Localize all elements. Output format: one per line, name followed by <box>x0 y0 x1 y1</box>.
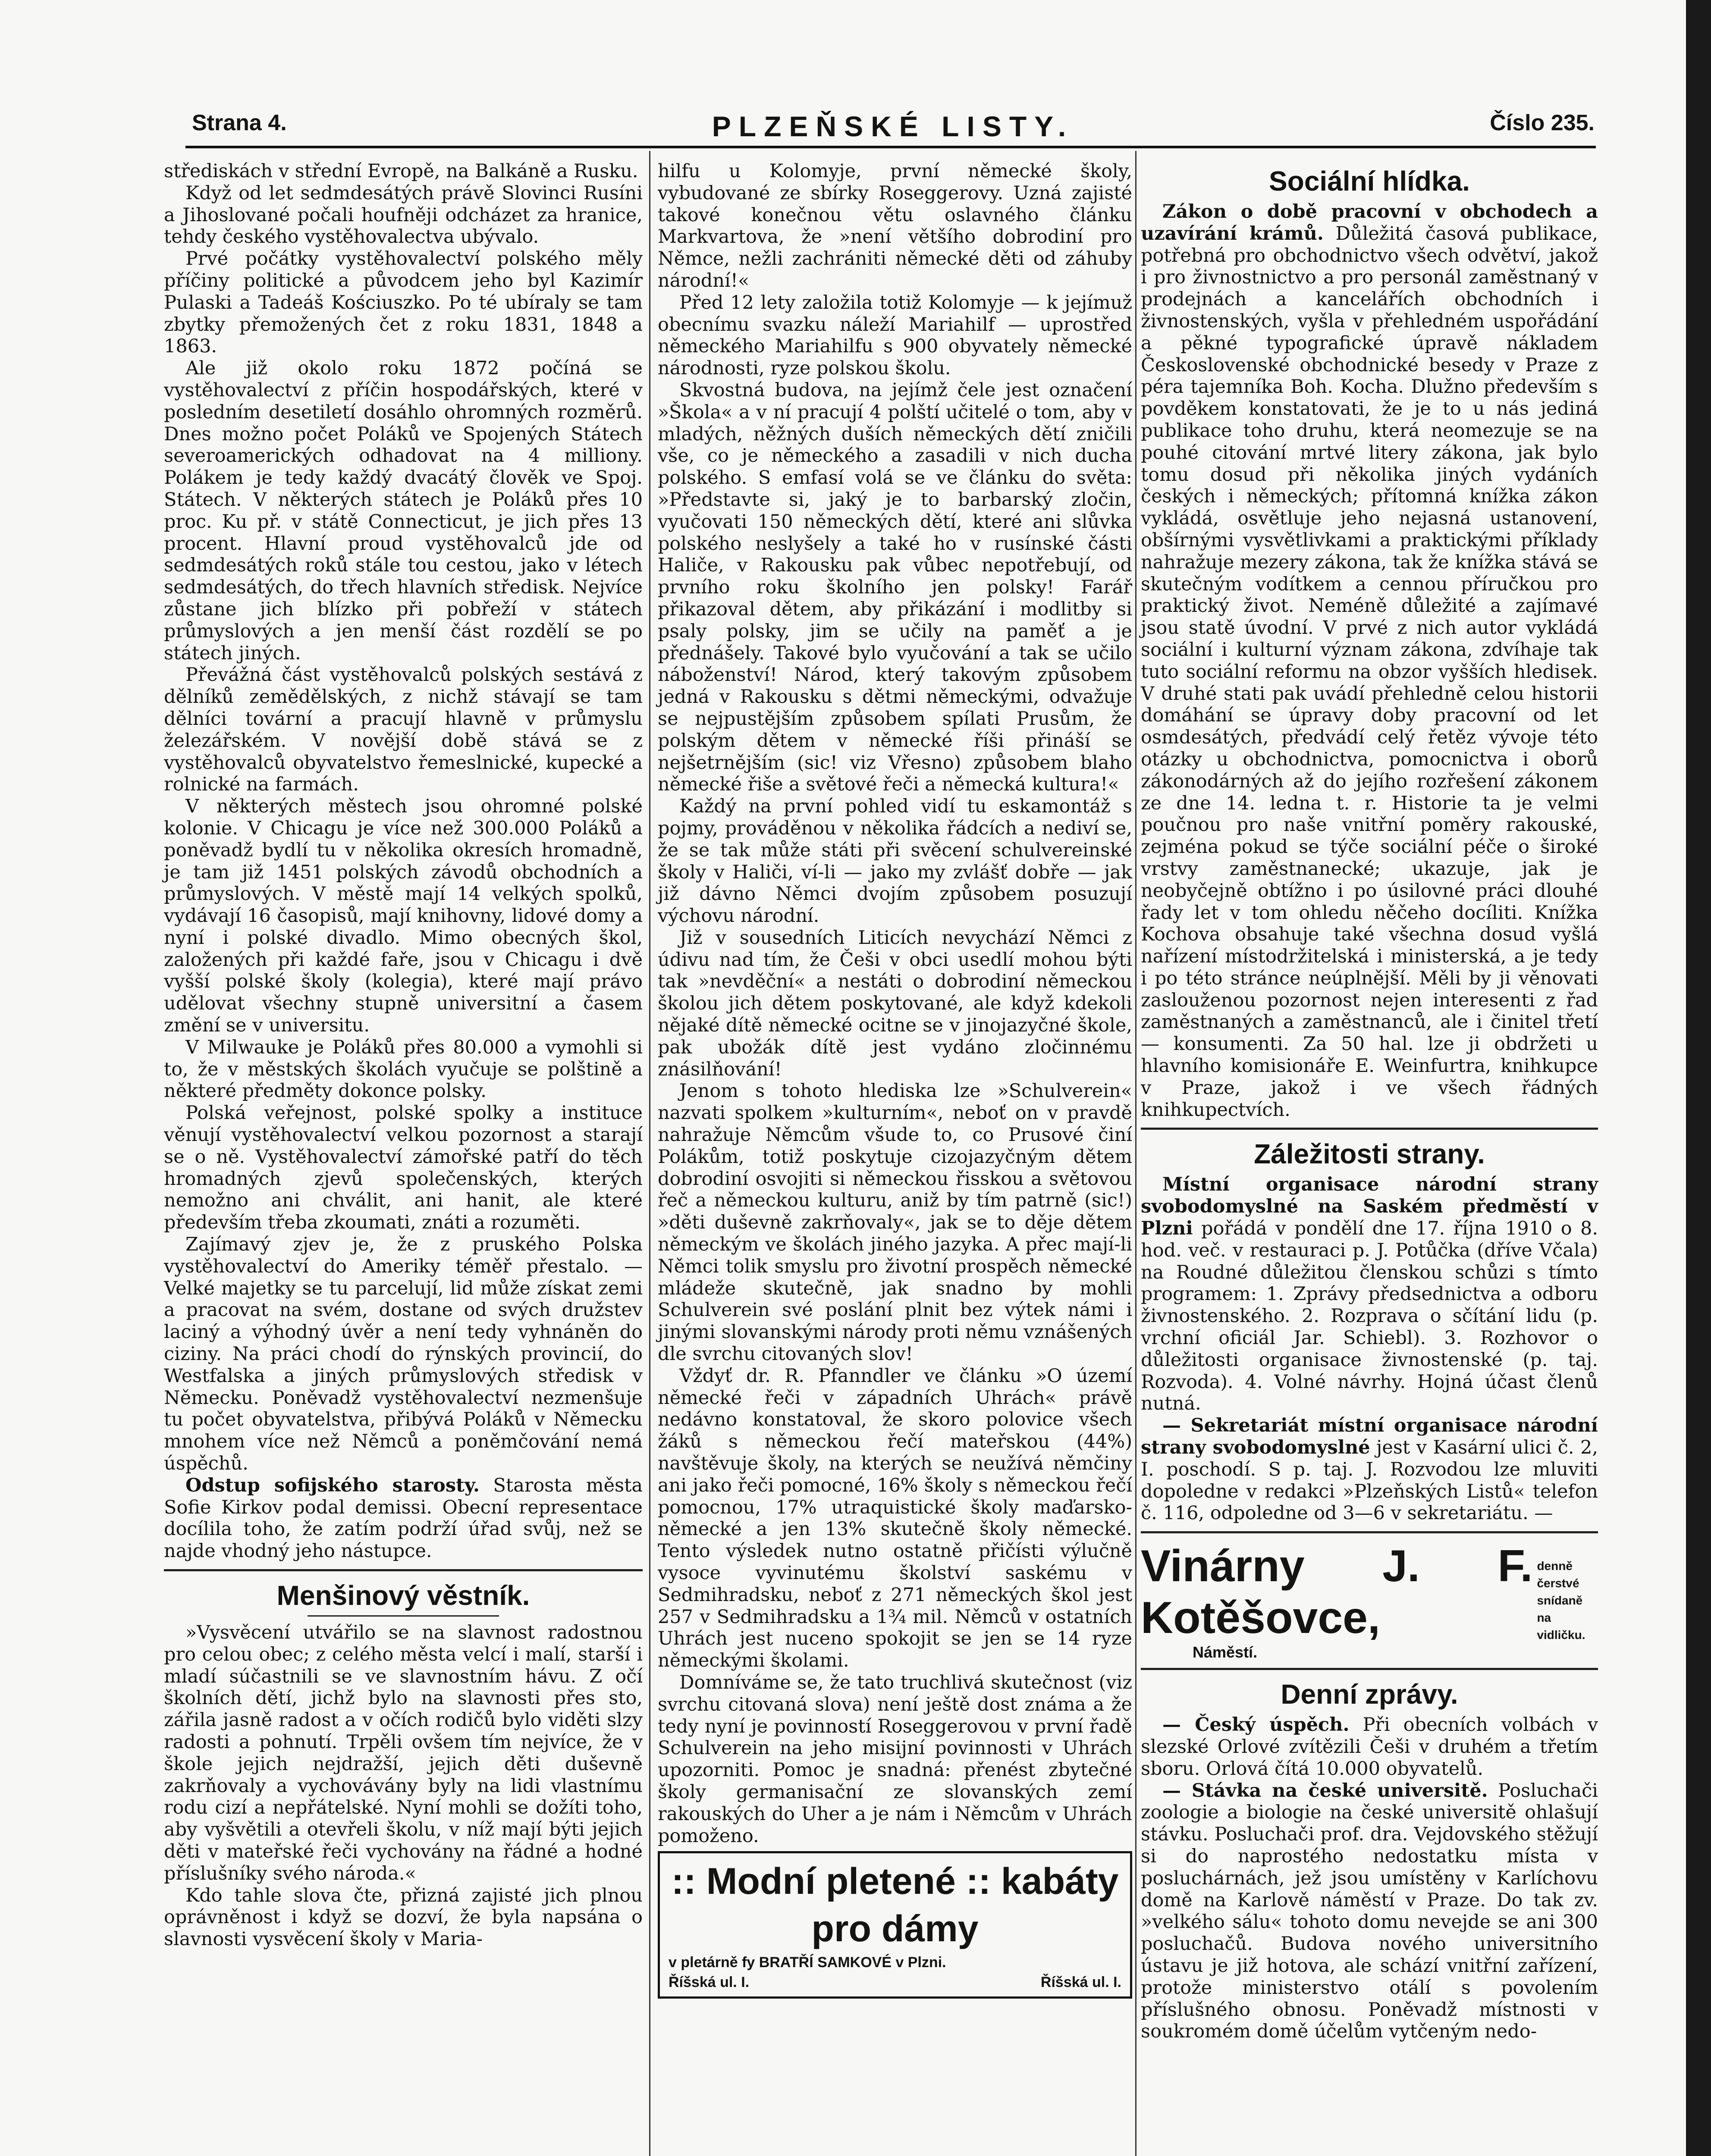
section-rule <box>1141 1668 1598 1670</box>
paragraph: Již v sousedních Liticích nevychází Němci z údivu nad tím, že Češi v obci usedlí mohou býti tak »nevděční« a nestáti o dobrodiní německou školou jich dětem poskytované, ale když kdekoli nějaké dítě německé ocitne se v jinojazyčné škole, pak ubožák dítě jest vydáno zločinnému znásilňování! <box>658 927 1132 1080</box>
item-headline: — Český úspěch. <box>1162 1714 1350 1736</box>
advertisement-wine-bar <box>1141 1540 1598 1661</box>
section-rule <box>1141 1531 1598 1533</box>
item-body: Posluchači zoologie a biologie na české universitě ohlašují stávku. Posluchači prof. dra. Vejdovského stěžují si do naprostého nedostatku místa v posluchárnách, jež jsou umístěny v Karlíchovu domě na Karlově náměstí v Praze. Do tak zv. »velkého sálu« tohoto domu nevejde se ani 300 posluchačů. Budova nového universitního ústavu je již hotova, ale schází vnitřní zařízení, protože ministerstvo otálí s povolením příslušného obnosu. Poněvadž místnosti v soukromém domě účelům vytčeným nedo- <box>1141 1780 1598 2043</box>
news-item <box>1141 1714 1598 1780</box>
item-body: jest v Kasární ulici č. 2, I. poschodí. S p. taj. J. Rozvodou lze mluviti dopoledne v redakci »Plzeňských Listů« telefon č. 116, odpoledne od 3—6 v sekretariátu. — <box>1141 1437 1598 1524</box>
ad-side-text: na vidličku. <box>1537 1611 1585 1642</box>
item-headline: — Sekretariát místní organisace národní strany svobodomyslné <box>1141 1415 1598 1459</box>
paragraph: Vždyť dr. R. Pfanndler ve článku »O území německé řeči v západních Uhrách« právě nedávno konstatoval, že skoro polovice všech žáků s německou řečí mateřskou (44%) navštěvuje školy, na kterých se neužívá němčiny ani jako řeči pomocné, 16% školy s německou řečí pomocnou, 17% utraquistické školy maďarsko-německé a jen 13% skutečně školy německé. Tento výsledek nutno ostatně přičísti výlučně vysoce vyvinutému školství saskému v Sedmihradsku, neboť z 271 německých škol jest 257 v Sedmihradsku a 1¾ mil. Němců v ostatních Uhrách jest nuceno spokojit se jen se 14 ryze německými školami. <box>658 1365 1132 1672</box>
paragraph: Jenom s tohoto hlediska lze »Schulverein« nazvati spolkem »kulturním«, neboť on v pravdě nahražuje Němcům všude to, co Prusové činí Polákům, totiž poskytuje cizojazyčným dětem dobrodiní osvojiti si německou řisskou a světovou řeč a německou kulturu, aniž by tím patrně (sic!) »děti duševně zakrňovaly«, jak se to děje dětem německým ve školách jiného jazyka. A přec mají-li Němci tolik smyslu pro životní prospěch německé mládeže skutečně, jak snadno by mohli Schulverein své poslání plnit bez výtek námi i jinými slovanskými národy proti němu vznášených dle svrchu citovaných slov! <box>658 1080 1132 1365</box>
paragraph: Když od let sedmdesátých právě Slovinci Rusíni a Jihoslované počali houfněji odcházet za hranice, tehdy českého vystěhovalectva ubývalo. <box>164 182 643 248</box>
page-number: Strana 4. <box>192 110 287 135</box>
paragraph: »Vysvěcení utvářilo se na slavnost radostnou pro celou obec; z celého města velcí i malí, starší i mladí súčastnili se ve slavnostním hávu. Z očí školních dětí, jichž bylo na slavnosti přes sto, zářila jasně radost a v očích rodičů bylo viděti slzy radosti a pohnutí. Trpěli ovšem tím nejvíce, že v škole jejich nejdražší, jejich děti duševně zakrňovaly a vychovávány byly na lidi vlastnímu rodu cizí a nepřátelské. Nyní mohli se dožíti toho, aby vyšvětili a otevřeli školu, v níž mají býti jejich děti v mateřské řeči vychovány na řádné a hodné příslušníky svého národa.« <box>164 1622 643 1884</box>
ad-address: Říšská ul. I. <box>669 1974 750 1991</box>
ad-side-text: denně čerstvé <box>1537 1559 1579 1590</box>
item-headline: Místní organisace národní strany svobodomyslné na Saském předměstí v Plzni <box>1141 1174 1598 1240</box>
paragraph: Kdo tahle slova čte, přizná zajisté jich plnou oprávněnost i když se dozví, že byla napsána o slavnosti vysvěcení školy v Maria- <box>164 1884 643 1950</box>
item-body: Starosta města Sofie Kirkov podal demissi. Obecní representace docílila toho, že zatím podrží úřad svůj, než se najde vhodný jeho nástupce. <box>164 1474 643 1562</box>
ad-side-text: snídaně <box>1537 1594 1583 1608</box>
section-title: Menšinový věstník. <box>276 1580 530 1611</box>
column-left <box>164 160 643 1950</box>
paragraph: Skvostná budova, na jejímž čele jest označení »Škola« a v ní pracují 4 polští učitelé o tom, aby v mladých, něžných duších německých dětí zničili vše, co je německého a zasadili v nich ducha polského. S emfasí volá se ve článku do světa: »Představte si, jaký je to barbarský zločin, vyučovati 150 německých dětí, které ani slůvka polského neslyšely a také ho v rusínské části Haliče, v Rakousku pak vůbec nepotřebují, od prvního roku školního jen polsky! Farář přikazoval dětem, aby přikázání i modlitby si psaly polsky, jim se učily na paměť a je přednášely. Takové bylo vyučování a tak se učilo náboženství! Národ, který takovým způsobem jedná v Rakousku s dětmi německými, odvažuje se nejpustějším způsobem spílati Prusům, že polským dětem v německé říši přináší se nejšetrnějším (sic! viz Vřesno) způsobem blaho německé řiše a světové řeči a německá kultura!« <box>658 379 1132 796</box>
item-headline: Odstup sofijského starosty. <box>185 1474 480 1496</box>
news-item <box>164 1475 643 1562</box>
section-title: Sociální hlídka. <box>1269 166 1470 197</box>
news-item <box>1141 201 1598 1121</box>
header-rule <box>185 146 1596 148</box>
ad-place: Náměstí. <box>1193 1643 1258 1661</box>
item-headline: — Stávka na české universitě. <box>1162 1780 1488 1802</box>
section-underline <box>308 1615 499 1617</box>
item-headline: Zákon o době pracovní v obchodech a uzavírání krámů. <box>1141 201 1598 244</box>
scan-edge-right <box>1686 0 1711 2156</box>
paragraph: Každý na první pohled vidí tu eskamontáž s pojmy, prováděnou v několika řádcích a nediví se, že se tak může státi při svěcení schulvereinské školy v Haliči, ví-li — jako my zvlášť dobře — jak již dávno Němci dvojím způsobem posuzují výchovu národní. <box>658 796 1132 927</box>
item-body: Při obecních volbách v slezské Orlové zvítězili Češi v druhém a třetím sboru. Orlová čítá 10.000 obyvatelů. <box>1141 1714 1598 1780</box>
section-title: Denní zprávy. <box>1281 1679 1458 1710</box>
ad-headline: :: Modní pletené :: kabáty pro dámy <box>671 1861 1119 1950</box>
paragraph: Zajímavý zjev je, že z pruského Polska vystěhovalectví do Ameriky téměř přestalo. — Velké majetky se tu parcelují, lid může získat zemi a pracovat na svém, dostane od svých družstev laciný a výhodný úvěr a není tedy vyhnáněn do ciziny. Na práci chodí do rýnských provincií, do Westfalska a jiných průmyslových středisk v Německu. Poněvadž vystěhovalectví nezmenšuje tu počet obyvatelstva, přibývá Poláků v Německu mnohem více než Němců a poněmčování nemá úspěchů. <box>164 1234 643 1475</box>
paragraph: Domníváme se, že tato truchlivá skutečnost (viz svrchu citovaná slova) není ještě dost známa a že tedy nyní je povinností Roseggerovou v první řadě Schulverein na jeho misijní povinnosti v Uhrách upozorniti. Pomoc je snadná: přenést zbytečné školy germanisační ze slovanských zemí rakouských do Uher a je nám i Němcům v Uhrách pomoženo. <box>658 1671 1132 1847</box>
item-body: pořádá v pondělí dne 17. října 1910 o 8. hod. več. v restauraci p. J. Potůčka (dříve Včala) na Roudné důležitou členskou schůzi s tímto programem: 1. Zprávy předsednictva a odboru živnostenského. 2. Rozprava o sčítání lidu (p. vrchní oficiál Jar. Schiebl). 3. Rozhovor o důležitosti organisace živnostenské (p. taj. Rozvoda). 4. Volné návrhy. Hojná účast členů nutná. <box>1141 1218 1598 1415</box>
ad-side-block <box>1532 1557 1598 1644</box>
ad-name: Vinárny J. F. Kotěšovce, <box>1141 1541 1533 1643</box>
ad-line <box>669 1952 1121 1972</box>
section-rule <box>164 1569 643 1571</box>
ad-address: Říšská ul. I. <box>1040 1974 1121 1991</box>
column-divider <box>649 151 650 2156</box>
section-title: Záležitosti strany. <box>1254 1138 1485 1170</box>
advertisement-knitwear <box>658 1851 1132 1999</box>
ad-text: v pletárně fy BRATŘÍ SAMKOVÉ v Plzni. <box>669 1954 946 1971</box>
column-divider <box>1135 151 1136 2156</box>
item-body: Důležitá časová publikace, potřebná pro obchodnictvo všech odvětví, jakož i pro živnostnictvo a pro personál zaměstnaný v prodejnách a kancelářích obchodních i živnostenských, vyšla v přehledném uspořádání a pěkné typografické úpravě nákladem Československé obchodnické besedy v Praze z péra tajemníka Boh. Kocha. Dlužno především s povděkem konstatovati, že je to u nás jediná publikace toho druhu, která neomezuje se na pouhé citování mrtvé litery zákona, jak bylo tomu dosud při několika jiných vydáních českých i německých; přítomná knížka zákon vykládá, osvětluje jeho nejasná ustanovení, obšírnými vysvětlivkami a praktickými příklady nahražuje mezery zákona, tak že knížka stává se skutečným vodítkem a cennou příručkou pro praktický život. Neméně důležité a zajímavé jsou statě úvodní. V prvé z nich autor vykládá sociální i kulturní význam zákona, zdvíhaje tak tuto sociální reformu na obzor vyšších hledisek. V druhé stati pak uvádí přehledně celou historii domáhání se úpravy doby pracovní od let osmdesátých, předvádí celý řetěz vývoje této otázky u obchodnictva, pomocnictva i oborů zákonodárných až do jejího rozřešení zákonem ze dne 14. ledna t. r. Historie ta je velmi poučnou pro naše vnitřní poměry rakouské, zejména pokud se týče sociální péče o široké vrstvy zaměstnanecké; ukazuje, jak je neobyčejně obtížno i po úsilovné práci dlouhé řady let v tom ohledu něčeho docíliti. Knížka Kochova obsahuje také všechna dosud vyšlá nařízení místodržitelská i ministerská, a je tedy i po této stránce neúplnější. Měli by ji věnovati zaslouženou pozornost nejen interesenti z řad zaměstnaných a zaměstnanců, ale i činitel třetí — konsumenti. Za 50 hal. lze ji obdržeti u hlavního komisionáře E. Weinfurtra, knihkupce v Praze, jakož i ve všech řádných knihkupectvích. <box>1141 222 1598 1121</box>
column-middle <box>658 160 1132 2003</box>
column-right <box>1141 160 1598 2043</box>
paragraph: střediskách v střední Evropě, na Balkáně a Rusku. <box>164 160 638 182</box>
ad-line <box>669 1972 1121 1992</box>
ad-name-block <box>1141 1540 1532 1661</box>
paragraph: Ale již okolo roku 1872 počíná se vystěhovalectví z příčin hospodářských, které v posledním desetiletí dosáhlo ohromných rozměrů. Dnes možno počet Poláků ve Spojených Státech severoamerických odhadovat na 4 milliony. Polákem je tedy každý dvacátý člověk ve Spoj. Státech. V některých státech je Poláků přes 10 proc. Ku př. v státě Connecticut, je jich přes 13 procent. Hlavní proud vystěhovalců jde od sedmdesátých roků stále tou cestou, jako v létech sedmdesátých, do třech hlavních středisk. Nejvíce zůstane jich blízko při pobřeží v státech průmyslových a jen menší část rozdělí se po státech jiných. <box>164 357 643 664</box>
news-item <box>1141 1780 1598 2043</box>
paragraph: V Milwauke je Poláků přes 80.000 a vymohli si to, že v městských školách vyučuje se polštině a některé předměty dokonce polsky. <box>164 1036 643 1102</box>
paragraph: V některých městech jsou ohromné polské kolonie. V Chicagu je více než 300.000 Poláků a poněvadž bydlí tu v několika okresích hromadně, je tam již 1451 polských závodů obchodních a průmyslových. V městě mají 14 velkých spolků, vydávají 16 časopisů, mají knihovny, lidové domy a nyní i polské divadlo. Mimo obecných škol, založených při každé faře, jsou v Chicagu i dvě vyšší polské školy (kolegia), které mají právo udělovat všechny stupně universitní a časem změní se v universitu. <box>164 796 643 1037</box>
paragraph: Polská veřejnost, polské spolky a instituce věnují vystěhovalectví velkou pozornost a starají se o ně. Vystěhovalectví zámořské patří do těch hromadných zjevů společenských, kterých nemožno ani chválit, ani hanit, ale které především třeba zkoumati, znáti a rozuměti. <box>164 1102 643 1234</box>
news-item <box>1141 1415 1598 1524</box>
section-rule <box>1141 1128 1598 1130</box>
issue-number: Číslo 235. <box>1490 110 1595 135</box>
paragraph: Převážná část vystěhovalců polských sestává z dělníků zemědělských, z nichž stávají se tam dělníci tovární a pracují hlavně v průmyslu železářském. V novější době stává se z vystěhovalců obyvatelstvo řemeslnické, kupecké a rolnické na farmách. <box>164 664 643 796</box>
paragraph: hilfu u Kolomyje, první německé školy, vybudované ze sbírky Roseggerovy. Uzná zajisté takové konečnou větu oslavného článku Markvartova, že »není většího dobrodiní pro Němce, nežli zachrániti německé děti od záhuby národní!« <box>658 160 1132 291</box>
paragraph: Před 12 lety založila totiž Kolomyje — k jejímuž obecnímu svazku náleží Mariahilf — uprostřed německého Mariahilfu s 900 obyvately německé národnosti, ryze polskou školu. <box>658 291 1132 379</box>
masthead: PLZEŇSKÉ LISTY. <box>712 110 1074 142</box>
news-item <box>1141 1174 1598 1415</box>
paragraph: Prvé počátky vystěhovalectví polského měly příčiny politické a původcem jeho byl Kazimír Pulaski a Tadeáš Kościuszko. Po té ubíraly se tam zbytky přemožených čet z roku 1831, 1848 a 1863. <box>164 248 643 357</box>
